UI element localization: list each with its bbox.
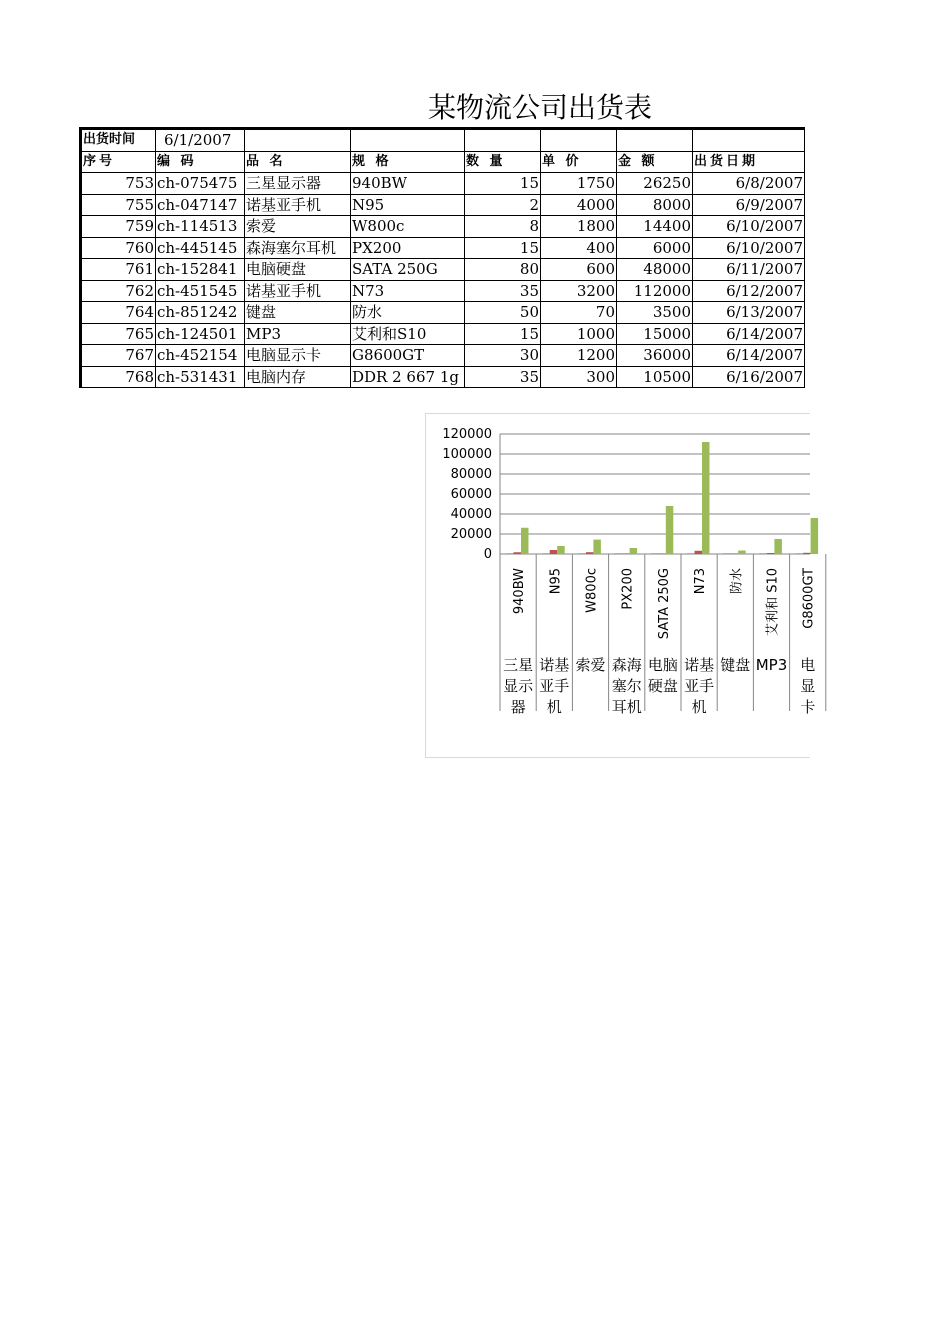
category-name-label: 森海 [611,656,642,674]
row-qty[interactable]: 15 [465,323,541,345]
header-cell: 品 名 [245,151,351,173]
header-row [81,151,805,173]
row-spec[interactable]: SATA 250G [351,259,465,281]
row-code[interactable]: ch-851242 [156,302,245,324]
bar [550,550,558,554]
bar [578,553,586,554]
category-name-label: 三星 [503,656,534,674]
row-spec[interactable]: 防水 [351,302,465,324]
row-spec[interactable]: W800c [351,216,465,238]
bar [506,553,514,554]
table-row [81,323,805,345]
table-row [81,302,805,324]
bar [630,548,638,554]
category-name-label: 器 [510,698,526,716]
ship-time-row [81,129,805,152]
row-qty[interactable]: 30 [465,345,541,367]
table-row [81,280,805,302]
row-name[interactable]: 电脑硬盘 [245,259,351,281]
header-cell: 单 价 [541,151,617,173]
row-code[interactable]: ch-531431 [156,366,245,388]
row-price[interactable]: 3200 [541,280,617,302]
row-amount[interactable]: 14400 [617,216,693,238]
y-tick-label: 40000 [450,507,492,522]
row-spec[interactable]: N95 [351,194,465,216]
row-date[interactable]: 6/13/2007 [693,302,805,324]
row-name[interactable]: 索爱 [245,216,351,238]
bar [521,528,529,554]
row-name[interactable]: 三星显示器 [245,173,351,195]
category-name-label: 硬盘 [647,677,678,695]
row-date[interactable]: 6/12/2007 [693,280,805,302]
category-name-label: 塞尔 [611,677,642,695]
header-cell: 编 码 [156,151,245,173]
bar [767,553,775,554]
row-no[interactable]: 764 [81,302,156,324]
row-date[interactable]: 6/9/2007 [693,194,805,216]
category-name-label: 耳机 [611,698,642,716]
row-amount[interactable]: 8000 [617,194,693,216]
row-price[interactable]: 1200 [541,345,617,367]
category-name-label: 亚手 [539,677,570,695]
row-amount[interactable]: 15000 [617,323,693,345]
row-date[interactable]: 6/11/2007 [693,259,805,281]
row-amount[interactable]: 36000 [617,345,693,367]
row-qty[interactable]: 80 [465,259,541,281]
shipment-table [79,127,805,388]
table-row [81,194,805,216]
y-tick-label: 20000 [450,527,492,542]
category-name-label: 卡 [800,698,816,716]
bar [803,553,811,554]
row-no[interactable]: 760 [81,237,156,259]
row-amount[interactable]: 10500 [617,366,693,388]
row-no[interactable]: 761 [81,259,156,281]
row-spec[interactable]: 艾利和S10 [351,323,465,345]
category-name-label: 键盘 [720,656,751,674]
row-price[interactable]: 1000 [541,323,617,345]
row-spec[interactable]: N73 [351,280,465,302]
category-name-label: 机 [546,698,562,716]
row-code[interactable]: ch-451545 [156,280,245,302]
category-name-label: 机 [691,698,707,716]
category-name-label: 诺基 [539,656,570,674]
table-row [81,345,805,367]
table-row [81,173,805,195]
row-date[interactable]: 6/10/2007 [693,216,805,238]
row-price[interactable]: 4000 [541,194,617,216]
table-row [81,366,805,388]
bar [811,518,819,554]
category-name-label: 电脑 [647,656,678,674]
x-tick-label: 防水 [729,568,745,595]
row-qty[interactable]: 50 [465,302,541,324]
row-date[interactable]: 6/14/2007 [693,345,805,367]
table-row [81,216,805,238]
row-qty[interactable]: 35 [465,366,541,388]
ship-time-label: 出货时间 [81,129,156,152]
row-spec[interactable]: 940BW [351,173,465,195]
bar [557,546,565,554]
row-amount[interactable]: 26250 [617,173,693,195]
row-no[interactable]: 765 [81,323,156,345]
y-tick-label: 120000 [442,427,492,442]
row-name[interactable]: 电脑内存 [245,366,351,388]
bar [514,552,522,554]
bar [723,553,731,554]
row-no[interactable]: 755 [81,194,156,216]
row-spec[interactable]: DDR 2 667 1g [351,366,465,388]
row-no[interactable]: 767 [81,345,156,367]
row-qty[interactable]: 15 [465,173,541,195]
row-code[interactable]: ch-075475 [156,173,245,195]
row-price[interactable]: 400 [541,237,617,259]
row-name[interactable]: 诺基亚手机 [245,280,351,302]
x-tick-label: N95 [548,568,564,595]
row-name[interactable]: 森海塞尔耳机 [245,237,351,259]
bar [759,553,767,554]
sheet-title: 某物流公司出货表 [427,91,652,124]
x-tick-label: W800c [584,568,600,613]
header-cell: 序号 [81,151,156,173]
x-tick-label: SATA 250G [656,568,672,640]
x-tick-label: N73 [693,568,709,595]
row-qty[interactable]: 2 [465,194,541,216]
y-tick-label: 80000 [450,467,492,482]
bar [796,553,804,554]
row-qty[interactable]: 15 [465,237,541,259]
row-price[interactable]: 300 [541,366,617,388]
chart-svg [426,414,817,757]
category-name-label: MP3 [755,656,788,674]
bar [702,442,710,554]
row-date[interactable]: 6/10/2007 [693,237,805,259]
category-name-label: 索爱 [575,656,606,674]
bar [666,506,674,554]
bar [658,553,666,554]
bar [615,553,623,554]
category-name-label: 电 [800,656,816,674]
header-cell: 数 量 [465,151,541,173]
row-qty[interactable]: 35 [465,280,541,302]
y-tick-label: 60000 [450,487,492,502]
header-cell: 规 格 [351,151,465,173]
row-price[interactable]: 600 [541,259,617,281]
bar [593,540,601,554]
row-code[interactable]: ch-047147 [156,194,245,216]
row-date[interactable]: 6/14/2007 [693,323,805,345]
row-date[interactable]: 6/8/2007 [693,173,805,195]
row-amount[interactable]: 3500 [617,302,693,324]
bar [586,552,594,554]
category-name-label: 显示 [503,677,534,695]
row-name[interactable]: 诺基亚手机 [245,194,351,216]
table-row [81,259,805,281]
row-amount[interactable]: 48000 [617,259,693,281]
row-code[interactable]: ch-152841 [156,259,245,281]
row-price[interactable]: 70 [541,302,617,324]
x-tick-label: 940BW [512,568,528,615]
row-name[interactable]: MP3 [245,323,351,345]
bar [774,539,782,554]
bar [651,553,659,554]
bar [731,553,739,554]
row-amount[interactable]: 112000 [617,280,693,302]
table-row [81,237,805,259]
row-no[interactable]: 759 [81,216,156,238]
x-tick-label: G8600GT [801,568,817,629]
bar [687,553,695,554]
category-name-label: 显 [800,677,816,695]
row-qty[interactable]: 8 [465,216,541,238]
row-name[interactable]: 键盘 [245,302,351,324]
header-cell: 出货日期 [693,151,805,173]
row-no[interactable]: 762 [81,280,156,302]
row-spec[interactable]: G8600GT [351,345,465,367]
amount-chart[interactable] [425,413,817,758]
x-tick-label: PX200 [620,568,636,610]
row-name[interactable]: 电脑显示卡 [245,345,351,367]
row-code[interactable]: ch-452154 [156,345,245,367]
row-amount[interactable]: 6000 [617,237,693,259]
row-spec[interactable]: PX200 [351,237,465,259]
category-name-label: 诺基 [684,656,715,674]
bar [738,551,746,555]
category-name-label: 亚手 [684,677,715,695]
bar [542,553,550,554]
y-tick-label: 100000 [442,447,492,462]
row-date[interactable]: 6/16/2007 [693,366,805,388]
row-code[interactable]: ch-114513 [156,216,245,238]
row-price[interactable]: 1750 [541,173,617,195]
row-code[interactable]: ch-124501 [156,323,245,345]
row-no[interactable]: 768 [81,366,156,388]
bar [695,551,703,554]
y-tick-label: 0 [483,547,492,562]
ship-time-value[interactable]: 6/1/2007 [156,129,245,152]
row-no[interactable]: 753 [81,173,156,195]
row-code[interactable]: ch-445145 [156,237,245,259]
header-cell: 金 额 [617,151,693,173]
row-price[interactable]: 1800 [541,216,617,238]
bar [622,553,630,554]
x-tick-label: 艾利和 S10 [765,568,781,636]
